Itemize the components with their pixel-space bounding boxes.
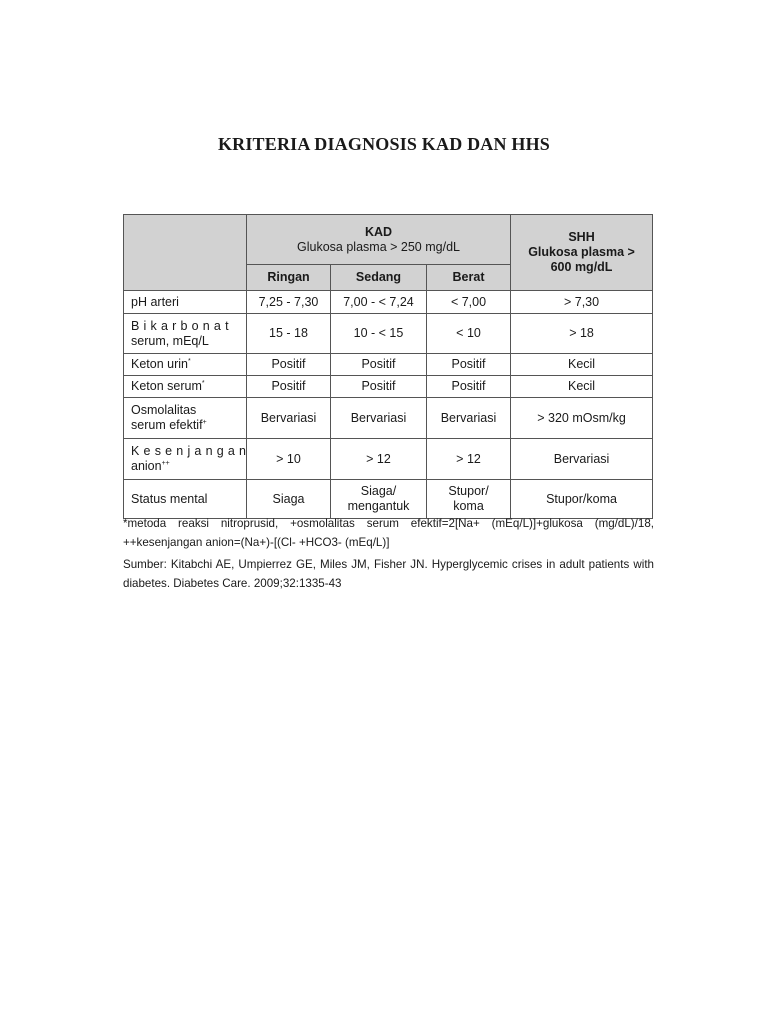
row-label-line2: serum, mEq/L — [131, 333, 209, 348]
shh-subheader-line1: Glukosa plasma > — [528, 245, 635, 259]
cell-line1: Siaga/ — [360, 484, 397, 498]
source-citation: Sumber: Kitabchi AE, Umpierrez GE, Miles JM, Fisher JN. Hyperglycemic crises in adult patients with diabetes. Diabetes Care. 2009;32:1335-43 — [123, 558, 654, 590]
table-row — [124, 376, 653, 398]
cell-ringan: Siaga — [247, 480, 331, 519]
cell-shh: Kecil — [511, 376, 653, 398]
cell-ringan: > 10 — [247, 439, 331, 480]
kad-subheader: Glukosa plasma > 250 mg/dL — [297, 239, 460, 254]
table-row — [124, 291, 653, 314]
cell-shh: Stupor/koma — [511, 480, 653, 519]
shh-subheader-line2: 600 mg/dL — [550, 260, 613, 274]
subheader-ringan: Ringan — [247, 265, 331, 291]
cell-ringan: 7,25 - 7,30 — [247, 291, 331, 314]
row-label-cell — [124, 439, 251, 480]
cell-line2: koma — [453, 499, 484, 513]
cell-sedang: Bervariasi — [331, 398, 427, 439]
cell-sedang: Positif — [331, 376, 427, 398]
header-corner-cell — [124, 215, 247, 291]
table-notes — [123, 514, 654, 593]
cell-ringan: 15 - 18 — [247, 314, 331, 354]
cell-line1: Stupor/ — [448, 484, 489, 498]
table-header-row — [124, 215, 653, 265]
criteria-table — [123, 214, 653, 519]
table-row — [124, 398, 653, 439]
footnote-marker: + — [202, 418, 207, 426]
subheader-sedang: Sedang — [331, 265, 427, 291]
row-label: Keton urin — [131, 357, 188, 371]
kad-header: KAD — [364, 224, 393, 239]
row-label-cell — [124, 354, 247, 376]
row-label: Status mental — [124, 480, 247, 519]
table-row — [124, 480, 653, 519]
cell-berat: > 12 — [427, 439, 511, 480]
cell-shh: > 320 mOsm/kg — [511, 398, 653, 439]
row-label-line2: serum efektif — [131, 418, 203, 432]
footnote-text: *metoda reaksi nitroprusid, +osmolalitas serum efektif=2[Na+ (mEq/L)]+glukosa (mg/dL)/18, ++kesenjangan anion=(Na+)-[(Cl- +HCO3- (mEq/L)] — [123, 517, 654, 549]
cell-berat: < 10 — [427, 314, 511, 354]
cell-shh: Bervariasi — [511, 439, 653, 480]
cell-ringan: Bervariasi — [247, 398, 331, 439]
row-label-line1: Kesenjangan — [131, 444, 251, 458]
cell-berat: Bervariasi — [427, 398, 511, 439]
footnote-marker: * — [187, 357, 191, 365]
cell-ringan: Positif — [247, 354, 331, 376]
cell-ringan: Positif — [247, 376, 331, 398]
kad-header-cell — [247, 215, 511, 265]
table-row — [124, 354, 653, 376]
row-label-cell — [124, 376, 247, 398]
row-label-line1: Bikarbonat — [131, 318, 233, 333]
cell-berat — [427, 480, 511, 519]
cell-sedang — [331, 480, 427, 519]
row-label-line1: Osmolalitas — [131, 403, 197, 417]
cell-sedang: 7,00 - < 7,24 — [331, 291, 427, 314]
row-label-cell — [124, 314, 247, 354]
cell-berat: Positif — [427, 376, 511, 398]
cell-shh: Kecil — [511, 354, 653, 376]
footnote-marker: * — [201, 379, 205, 387]
row-label-line2: anion — [131, 459, 162, 473]
table-row — [124, 439, 653, 480]
cell-sedang: 10 - < 15 — [331, 314, 427, 354]
table-row — [124, 314, 653, 354]
cell-shh: > 7,30 — [511, 291, 653, 314]
row-label-cell — [124, 398, 247, 439]
page-title: KRITERIA DIAGNOSIS KAD DAN HHS — [217, 134, 551, 154]
cell-sedang: Positif — [331, 354, 427, 376]
cell-berat: < 7,00 — [427, 291, 511, 314]
shh-header: SHH — [568, 230, 595, 244]
subheader-berat: Berat — [427, 265, 511, 291]
cell-shh: > 18 — [511, 314, 653, 354]
cell-line2: mengantuk — [347, 499, 410, 513]
footnote-marker: ++ — [161, 459, 170, 467]
row-label: Keton serum — [131, 379, 202, 393]
cell-sedang: > 12 — [331, 439, 427, 480]
cell-berat: Positif — [427, 354, 511, 376]
shh-header-cell — [511, 215, 653, 291]
row-label: pH arteri — [124, 291, 247, 314]
